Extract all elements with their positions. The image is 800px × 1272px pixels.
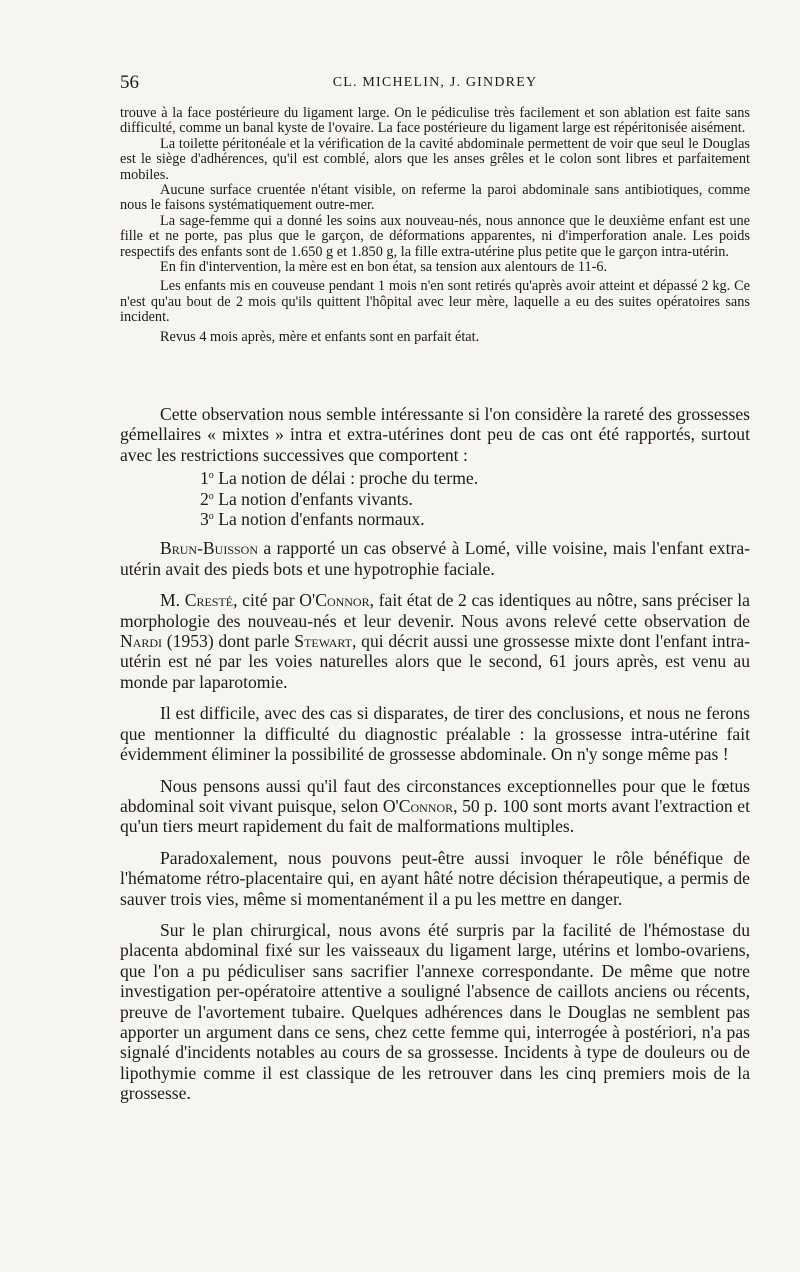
page-header	[120, 72, 750, 96]
author-name: Brun-Buisson	[160, 538, 259, 559]
discussion-paragraph: Sur le plan chirurgical, nous avons été surpris par la facilité de l'hémostase du placenta abdominal fixé sur les vaisseaux du ligament large, utérins et lombo-ovariens, que l'on a pu pédiculiser sans sacrifier l'annexe correspondante. De même que notre investigation per-opératoire attentive a souligné l'absence de caillots anciens ou récents, preuve de l'avortement tubaire. Quelques adhérences dans le Douglas ne semblent pas apporter un argument dans ce sens, chez cette femme qui, interrogée à postériori, n'a pas signalé d'incidents notables au cours de sa grossesse. Incidents à type de douleurs ou de lipothymie comme il est classique de les retrouver dans les cinq premiers mois de la grossesse.	[120, 919, 750, 1104]
discussion-paragraph: Paradoxalement, nous pouvons peut-être aussi invoquer le rôle bénéfique de l'hématome rétro-placentaire qui, en ayant hâté notre décision thérapeutique, a permis de sauver trois vies, même si momentanément il a pu les mettre en danger.	[120, 847, 750, 909]
case-report-text	[120, 106, 750, 345]
discussion-paragraph: Il est difficile, avec des cas si disparates, de tirer des conclusions, et nous ne ferons que mentionner la difficulté du diagnostic préalable : la grossesse intra-utérine fait évidemment éliminer la possibilité de grossesse abdominale. On n'y songe même pas !	[120, 703, 750, 765]
discussion-paragraph: Nous pensons aussi qu'il faut des circonstances exceptionnelles pour que le fœtus abdominal soit vivant puisque, selon O'Connor, 50 p. 100 sont morts avant l'extraction et qu'un tiers meurt rapidement du fait de malformations multiples.	[120, 775, 750, 837]
case-paragraph: La toilette péritonéale et la vérification de la cavité abdominale permettent de voir que seul le Douglas est le siège d'adhérences, qu'il est comblé, alors que les anses grêles et le colon sont libres et parfaitement mobiles.	[120, 135, 750, 183]
case-paragraph: En fin d'intervention, la mère est en bon état, sa tension aux alentours de 11-6.	[160, 259, 608, 276]
case-paragraph: Les enfants mis en couveuse pendant 1 mois n'en sont retirés qu'après avoir atteint et dépassé 2 kg. Ce n'est qu'au bout de 2 mois qu'ils quittent l'hôpital avec leur mère, laquelle a eu des suites opératoires sans incident.	[120, 278, 750, 326]
author-name: Connor	[398, 795, 454, 816]
case-paragraph: Aucune surface cruentée n'étant visible, on referme la paroi abdominale sans antibiotiques, comme nous le faisons systématiquement outre-mer.	[120, 182, 750, 214]
author-name: Nardi	[120, 631, 163, 652]
discussion-paragraph: M. Cresté, cité par O'Connor, fait état de 2 cas identiques au nôtre, sans préciser la morphologie des nouveau-nés et leur devenir. Nous avons relevé cette observation de Nardi (1953) dont parle Stewart, qui décrit aussi une grossesse mixte dont l'enfant intra-utérin est né par les voies naturelles alors que le second, 61 jours après, est venu au monde par laparotomie.	[120, 590, 750, 692]
page-number: 56	[120, 72, 139, 93]
running-head: CL. MICHELIN, J. GINDREY	[332, 75, 538, 90]
list-item: 1$^o$ La notion de délai : proche du terme.	[200, 468, 479, 489]
author-name: Cresté	[184, 590, 234, 611]
author-name: Stewart	[294, 631, 353, 652]
discussion-text	[120, 404, 750, 1115]
case-paragraph: trouve à la face postérieure du ligament large. On le pédiculise très facilement et son ablation est faite sans difficulté, comme un banal kyste de l'ovaire. La face postérieure du ligament large est répéritonisée aisément.	[120, 105, 750, 137]
case-paragraph: Revus 4 mois après, mère et enfants sont en parfait état.	[160, 328, 480, 345]
discussion-paragraph: Cette observation nous semble intéressante si l'on considère la rareté des grossesses gémellaires « mixtes » intra et extra-utérines dont peu de cas ont été rapportés, surtout avec les restrictions successives que comportent :	[120, 404, 750, 465]
list-item: 3$^o$ La notion d'enfants normaux.	[200, 509, 425, 530]
case-paragraph: La sage-femme qui a donné les soins aux nouveau-nés, nous annonce que le deuxième enfant est une fille et ne porte, pas plus que le garçon, de déformations apparentes, ni d'imperforation anale. Les poids respectifs des enfants sont de 1.650 g et 1.850 g, la fille extra-utérine plus petite que le garçon intra-utérin.	[120, 212, 750, 260]
author-name: Connor	[315, 590, 370, 611]
restriction-list	[200, 468, 750, 529]
list-item: 2$^o$ La notion d'enfants vivants.	[200, 488, 413, 509]
discussion-paragraph: Brun-Buisson a rapporté un cas observé à Lomé, ville voisine, mais l'enfant extra-utérin avait des pieds bots et une hypotrophie faciale.	[120, 538, 750, 579]
